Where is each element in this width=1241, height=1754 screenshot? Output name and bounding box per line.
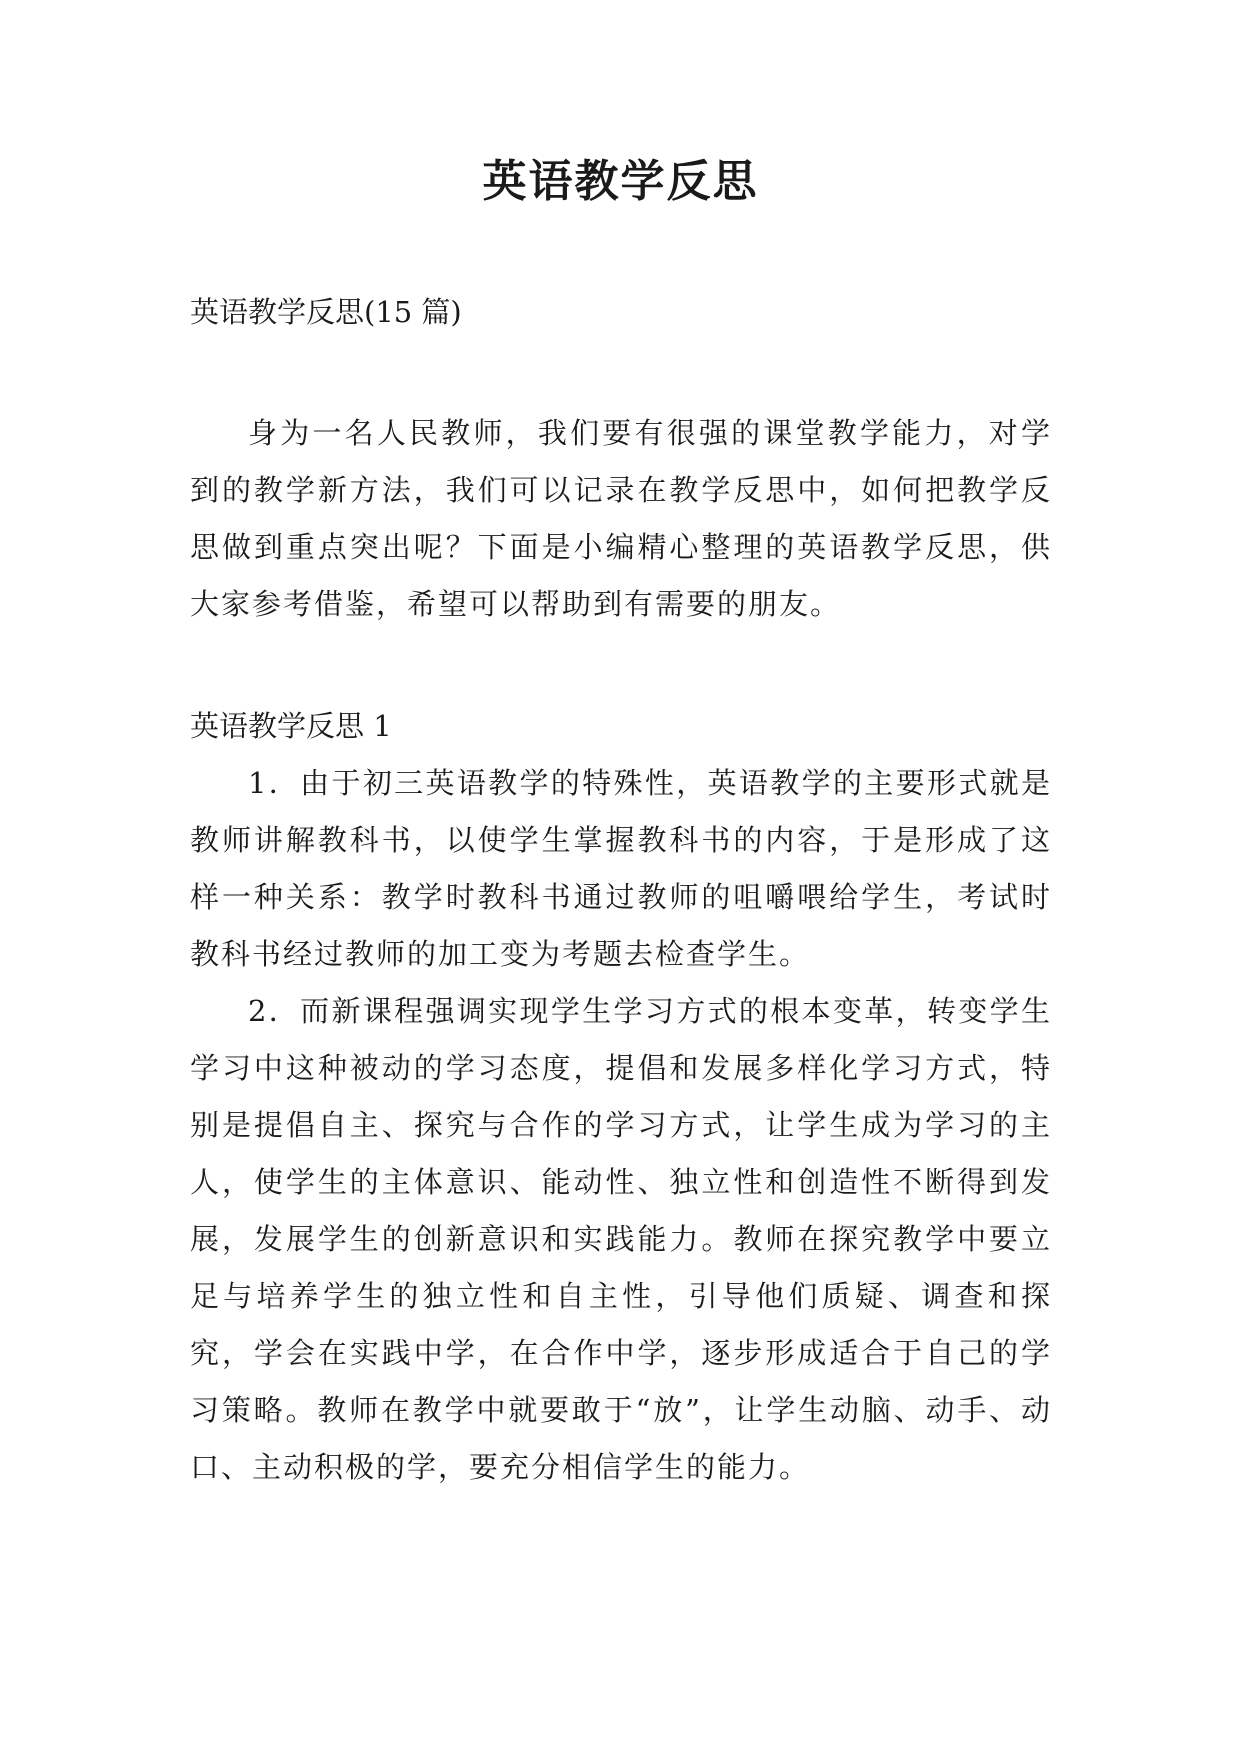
document-title: 英语教学反思 — [482, 156, 759, 207]
intro-paragraph: 身为一名人民教师，我们要有很强的课堂教学能力，对学到的教学新方法，我们可以记录在教学反思中，如何把教学反思做到重点突出呢？下面是小编精心整理的英语教学反思，供大家参考借鉴，希望可以帮助到有需要的朋友。 — [190, 416, 1052, 621]
body-paragraph-1: 1．由于初三英语教学的特殊性，英语教学的主要形式就是教师讲解教科书，以使学生掌握教科书的内容，于是形成了这样一种关系：教学时教科书通过教师的咀嚼喂给学生，考试时教科书经过教师的加工变为考题去检查学生。 — [190, 766, 1052, 971]
document-subtitle: 英语教学反思(15 篇) — [190, 295, 462, 329]
body-paragraph-2: 2．而新课程强调实现学生学习方式的根本变革，转变学生学习中这种被动的学习态度，提倡和发展多样化学习方式，特别是提倡自主、探究与合作的学习方式，让学生成为学习的主人，使学生的主体意识、能动性、独立性和创造性不断得到发展，发展学生的创新意识和实践能力。教师在探究教学中要立足与培养学生的独立性和自主性，引导他们质疑、调查和探究，学会在实践中学，在合作中学，逐步形成适合于自己的学习策略。教师在教学中就要敢于“放”，让学生动脑、动手、动口、主动积极的学，要充分相信学生的能力。 — [190, 994, 1052, 1484]
section-heading: 英语教学反思 1 — [190, 709, 392, 743]
